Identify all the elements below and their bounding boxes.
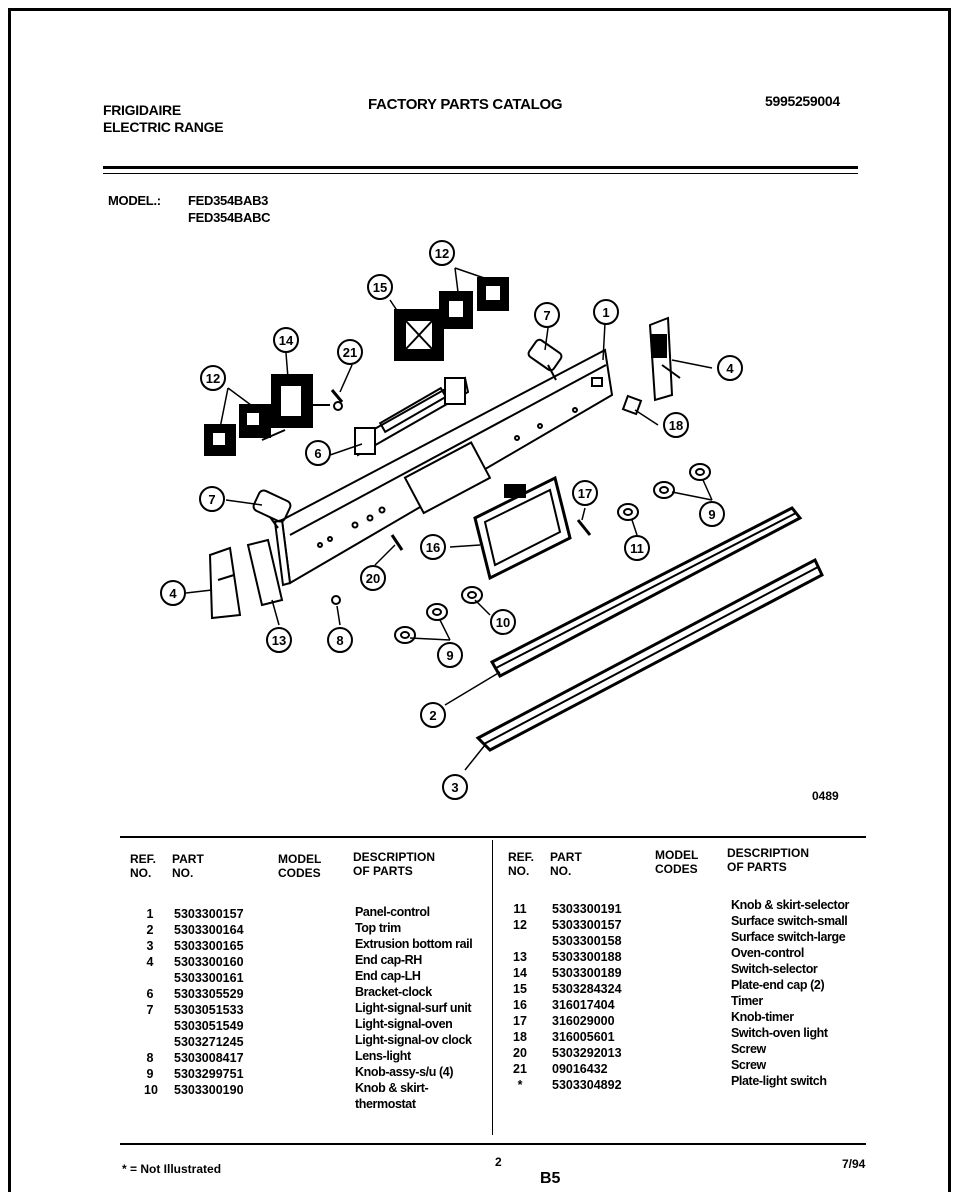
callout-16 — [421, 535, 445, 559]
catalog-title: FACTORY PARTS CATALOG — [368, 96, 563, 113]
callout-17 — [573, 481, 597, 505]
svg-text:21: 21 — [342, 345, 358, 360]
svg-text:16: 16 — [425, 540, 441, 555]
table-bottom-rule — [120, 1143, 866, 1145]
screw-20 — [392, 535, 402, 550]
right-part-column: 5303300191 5303300157 5303300158 5303300188 5303300189 5303284324 316017404 316029000 316005601 5303292013 09016432 5303304892 — [552, 902, 622, 1092]
callout-4-right — [718, 356, 742, 380]
left-ref-column: 1 2 3 4 6 7 8 9 10 — [144, 907, 158, 1097]
callout-9-right — [700, 502, 724, 526]
svg-text:7: 7 — [543, 308, 551, 323]
left-part-column: 5303300157 5303300164 5303300165 5303300160 5303300161 5303305529 5303051533 5303051549 5303271245 5303008417 5303299751 5303300190 — [174, 907, 244, 1097]
hdr-desc-right: DESCRIPTION OF PARTS — [727, 846, 810, 874]
svg-text:14: 14 — [278, 333, 294, 348]
surface-switch-right — [440, 278, 508, 328]
callout-1 — [594, 300, 618, 324]
svg-text:4: 4 — [169, 586, 177, 601]
callout-8 — [328, 628, 352, 652]
model-1: FED354BAB3 — [188, 193, 269, 208]
callout-11 — [625, 536, 649, 560]
timer-part — [475, 478, 570, 578]
footnote: * = Not Illustrated — [122, 1162, 222, 1176]
callout-4-left — [161, 581, 185, 605]
callout-3 — [443, 775, 467, 799]
right-ref-column: 11 12 13 14 15 16 17 18 20 21 * — [513, 902, 527, 1092]
svg-text:8: 8 — [336, 633, 344, 648]
callout-12-left — [201, 366, 225, 390]
product-name: ELECTRIC RANGE — [103, 119, 224, 135]
svg-text:18: 18 — [668, 418, 684, 433]
svg-text:12: 12 — [205, 371, 221, 386]
left-desc-column: Panel-control Top trim Extrusion bottom rail End cap-RH End cap-LH Bracket-clock Light-signal-surf unit Light-signal-oven Light-signal-ov clock Lens-light Knob-assy-s/u (4) Knob & skirt- thermostat — [355, 905, 473, 1111]
hdr-model-right: MODEL CODES — [655, 848, 699, 876]
hdr-part-right: PART NO. — [550, 850, 582, 878]
table-top-rule — [120, 836, 866, 838]
section-code: B5 — [540, 1170, 561, 1187]
hdr-ref-right: REF. NO. — [508, 850, 535, 878]
svg-text:20: 20 — [365, 571, 381, 586]
catalog-number: 5995259004 — [765, 93, 840, 109]
callout-14 — [368, 275, 392, 299]
model-label: MODEL.: — [108, 193, 161, 208]
screw-17 — [578, 520, 590, 535]
callout-9-left — [438, 643, 462, 667]
oven-control-part — [272, 375, 342, 427]
end-cap-lh — [210, 548, 240, 618]
svg-text:6: 6 — [314, 446, 322, 461]
hdr-ref-left: REF. NO. — [130, 852, 157, 880]
brand: FRIGIDAIRE — [103, 102, 181, 118]
svg-text:7: 7 — [208, 492, 216, 507]
svg-text:9: 9 — [446, 648, 454, 663]
svg-text:2: 2 — [429, 708, 437, 723]
callout-21 — [338, 340, 362, 364]
callout-12-top — [430, 241, 454, 265]
svg-text:11: 11 — [630, 541, 644, 556]
svg-text:3: 3 — [451, 780, 459, 795]
figure-code: 0489 — [812, 789, 839, 803]
callout-13 — [274, 328, 298, 352]
callout-20 — [361, 566, 385, 590]
callout-15 — [267, 628, 291, 652]
callout-18 — [664, 413, 688, 437]
callout-2 — [421, 703, 445, 727]
revision-date: 7/94 — [842, 1157, 866, 1171]
hdr-part-left: PART NO. — [172, 852, 204, 880]
model-2: FED354BABC — [188, 210, 271, 225]
svg-text:1: 1 — [602, 305, 610, 320]
page-number: 2 — [495, 1155, 502, 1169]
callout-7-top — [535, 303, 559, 327]
callout-7-left — [200, 487, 224, 511]
callout-10 — [491, 610, 515, 634]
hdr-desc-left: DESCRIPTION OF PARTS — [353, 850, 436, 878]
callout-6 — [306, 441, 330, 465]
svg-text:17: 17 — [577, 486, 593, 501]
hdr-model-left: MODEL CODES — [278, 852, 322, 880]
svg-text:10: 10 — [495, 615, 511, 630]
plate-end-cap — [248, 540, 282, 605]
end-cap-rh — [650, 318, 680, 400]
svg-text:4: 4 — [726, 361, 734, 376]
svg-text:12: 12 — [434, 246, 450, 261]
table-divider — [492, 840, 493, 1135]
svg-text:13: 13 — [271, 633, 287, 648]
svg-text:15: 15 — [372, 280, 388, 295]
right-desc-column: Knob & skirt-selector Surface switch-small Surface switch-large Oven-control Switch-selector Plate-end cap (2) Timer Knob-timer Switch-oven light Screw Screw Plate-light switch — [731, 898, 850, 1088]
lens-light — [332, 596, 340, 604]
svg-text:9: 9 — [708, 507, 716, 522]
